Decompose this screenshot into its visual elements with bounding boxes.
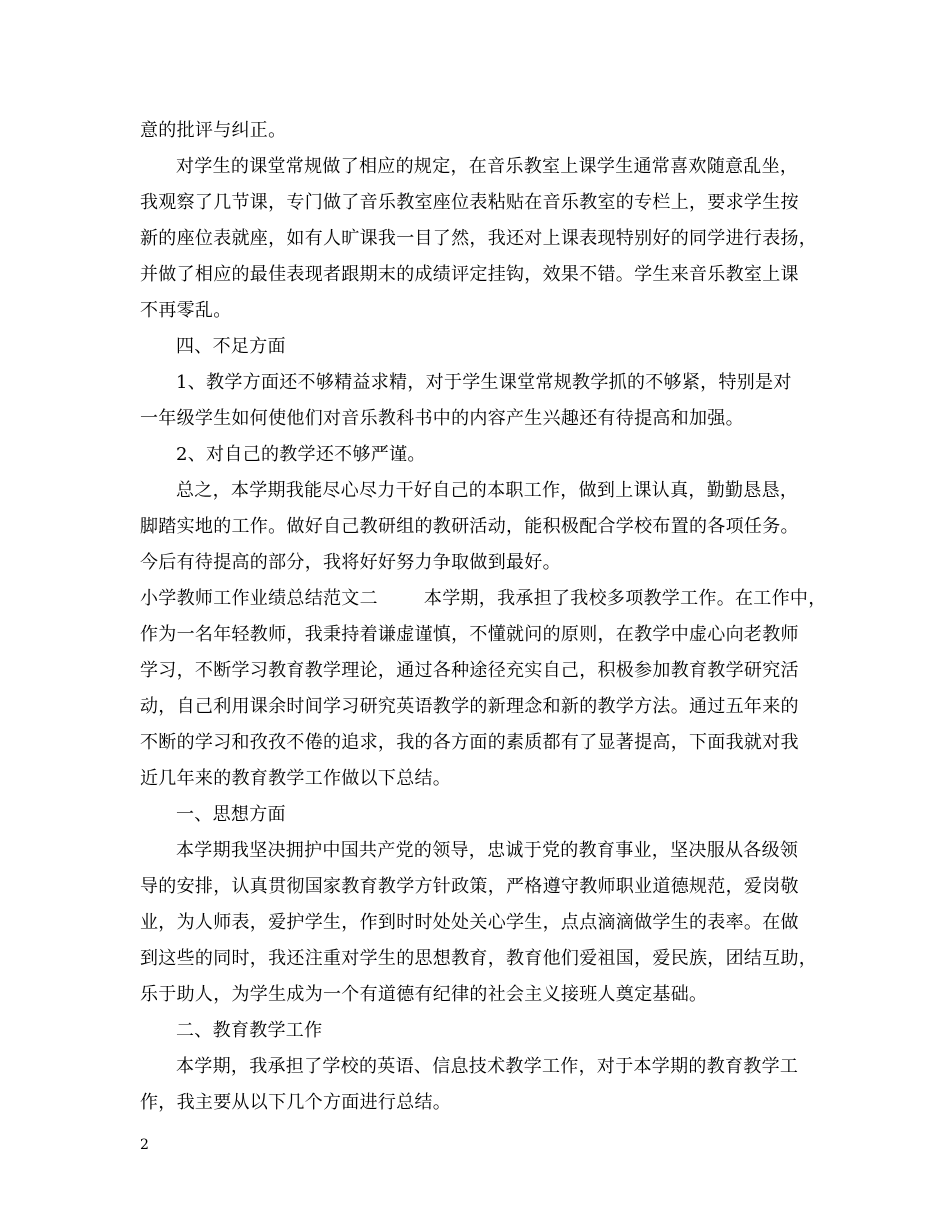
text-line: 意的批评与纠正。 xyxy=(140,120,287,141)
text-line: 对学生的课堂常规做了相应的规定，在音乐教室上课学生通常喜欢随意乱坐， xyxy=(176,156,799,177)
text-line: 导的安排，认真贯彻国家教育教学方针政策，严格遵守教师职业道德规范，爱岗敬 xyxy=(140,876,799,897)
text-line: 到这些的同时，我还注重对学生的思想教育，教育他们爱祖国，爱民族，团结互助， xyxy=(140,948,818,969)
paragraph-block-part-one xyxy=(140,113,820,581)
page-number: 2 xyxy=(140,1137,149,1153)
text-line: 作，我主要从以下几个方面进行总结。 xyxy=(140,1092,452,1113)
text-line: 我观察了几节课，专门做了音乐教室座位表粘贴在音乐教室的专栏上，要求学生按 xyxy=(140,192,799,213)
text-line: 不再零乱。 xyxy=(140,300,232,321)
text-line: 脚踏实地的工作。做好自己教研组的教研活动，能积极配合学校布置的各项任务。 xyxy=(140,516,799,537)
text-line: 一、思想方面 xyxy=(176,804,286,825)
text-line: 乐于助人，为学生成为一个有道德有纪律的社会主义接班人奠定基础。 xyxy=(140,984,708,1005)
text-line: 近几年来的教育教学工作做以下总结。 xyxy=(140,768,452,789)
text-line: 本学期，我承担了学校的英语、信息技术教学工作，对于本学期的教育教学工 xyxy=(176,1056,799,1077)
document-body xyxy=(140,113,827,1121)
text-line: 并做了相应的最佳表现者跟期末的成绩评定挂钩，效果不错。学生来音乐教室上课 xyxy=(140,264,799,285)
section-heading-title: 小学教师工作业绩总结范文二 xyxy=(140,588,378,609)
text-line: 今后有待提高的部分，我将好好努力争取做到最好。 xyxy=(140,552,561,573)
section-heading-continuation: 本学期，我承担了我校多项教学工作。在工作中， xyxy=(423,588,827,609)
paragraph-block-part-two xyxy=(140,617,820,1121)
text-line: 本学期我坚决拥护中国共产党的领导，忠诚于党的教育事业，坚决服从各级领 xyxy=(176,840,799,861)
text-line: 新的座位表就座，如有人旷课我一目了然，我还对上课表现特别好的同学进行表扬， xyxy=(140,228,818,249)
text-line: 四、不足方面 xyxy=(176,336,286,357)
text-line: 二、教育教学工作 xyxy=(176,1020,323,1041)
text-line: 作为一名年轻教师，我秉持着谦虚谨慎，不懂就问的原则，在教学中虚心向老教师 xyxy=(140,624,799,645)
text-line: 学习，不断学习教育教学理论，通过各种途径充实自己，积极参加教育教学研究活 xyxy=(140,660,799,681)
text-line: 2、对自己的教学还不够严谨。 xyxy=(176,444,426,465)
text-line: 业，为人师表，爱护学生，作到时时处处关心学生，点点滴滴做学生的表率。在做 xyxy=(140,912,799,933)
text-line: 一年级学生如何使他们对音乐教科书中的内容产生兴趣还有待提高和加强。 xyxy=(140,408,744,429)
text-line: 1、教学方面还不够精益求精，对于学生课堂常规教学抓的不够紧，特别是对 xyxy=(176,372,792,393)
text-line: 动，自己利用课余时间学习研究英语教学的新理念和新的教学方法。通过五年来的 xyxy=(140,696,799,717)
text-line: 不断的学习和孜孜不倦的追求，我的各方面的素质都有了显著提高，下面我就对我 xyxy=(140,732,799,753)
section-heading-line xyxy=(140,581,827,617)
text-line: 总之，本学期我能尽心尽力干好自己的本职工作，做到上课认真，勤勤恳恳， xyxy=(176,480,799,501)
